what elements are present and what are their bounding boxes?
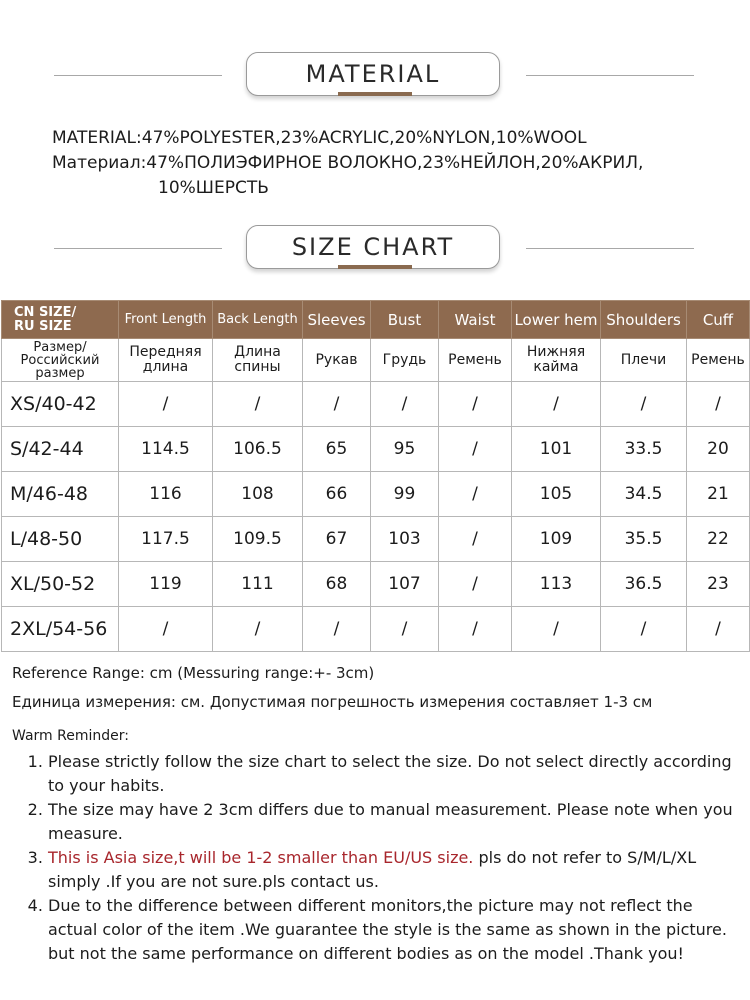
header-row-ru-cuff-cell: Ремень (687, 339, 750, 382)
table-row-size-cell: 2XL/54-56 (2, 607, 119, 652)
table-row-cuff-cell: 20 (687, 427, 750, 472)
table-row-lower-hem-cell: 105 (512, 472, 601, 517)
table-row-waist-cell: / (439, 607, 512, 652)
divider-right (526, 75, 694, 76)
table-row-front-length-cell: / (119, 382, 213, 427)
table-row-bust-cell: / (371, 607, 439, 652)
table-row-cuff-cell: / (687, 382, 750, 427)
table-row-sleeves-cell: / (303, 607, 371, 652)
header-row-en-waist-cell: Waist (439, 301, 512, 339)
material-value-en: 47%POLYESTER,23%ACRYLIC,20%NYLON,10%WOOL (141, 128, 587, 148)
header-row-en-lower-hem-cell: Lower hem (512, 301, 601, 339)
header-row-en-size-cell: CN SIZE/ RU SIZE (2, 301, 119, 339)
table-row-back-length-cell: 108 (213, 472, 303, 517)
title-underline (338, 265, 412, 269)
table-row (2, 517, 750, 562)
table-row-size-cell: XL/50-52 (2, 562, 119, 607)
material-info (52, 126, 643, 201)
header-row-ru (2, 339, 750, 382)
header-row-ru-bust-cell: Грудь (371, 339, 439, 382)
table-row-waist-cell: / (439, 382, 512, 427)
table-row-shoulders-cell: 35.5 (601, 517, 687, 562)
material-value-ru: 47%ПОЛИЭФИРНОЕ ВОЛОКНО,23%НЕЙЛОН,20%АКРИЛ, (146, 153, 644, 173)
reminder-item-3-rest: pls do not refer to S/M/L/XL simply .If you are not sure.pls contact us. (48, 848, 697, 891)
reminder-item-4: 4. Due to the difference between different monitors,the picture may not reflect the actual color of the item .We guarantee the style is the same as shown in the picture. but not the same performance on different bodies as on the model .Thank you! (48, 894, 742, 966)
table-row-sleeves-cell: / (303, 382, 371, 427)
table-row (2, 382, 750, 427)
table-row (2, 607, 750, 652)
table-row-size-cell: M/46-48 (2, 472, 119, 517)
reference-range-ru: Единица измерения: см. Допустимая погрешность измерения составляет 1-3 см (12, 693, 653, 711)
reminder-item-3-warning: This is Asia size,t will be 1-2 smaller than EU/US size. (48, 848, 474, 867)
table-row-front-length-cell: / (119, 607, 213, 652)
table-row-front-length-cell: 117.5 (119, 517, 213, 562)
table-row-back-length-cell: 106.5 (213, 427, 303, 472)
table-row-cuff-cell: 22 (687, 517, 750, 562)
size-chart-title-pill (246, 225, 500, 269)
header-row-ru-size-cell: Размер/ Российский размер (2, 339, 119, 382)
table-row-waist-cell: / (439, 427, 512, 472)
size-chart-table (1, 300, 750, 652)
header-row-en-shoulders-cell: Shoulders (601, 301, 687, 339)
table-row-size-cell: L/48-50 (2, 517, 119, 562)
table-row-shoulders-cell: 36.5 (601, 562, 687, 607)
table-row-sleeves-cell: 66 (303, 472, 371, 517)
table-row-bust-cell: 103 (371, 517, 439, 562)
table-row-shoulders-cell: / (601, 607, 687, 652)
material-value-ru-cont: 10%ШЕРСТЬ (158, 178, 269, 198)
header-row-ru-sleeves-cell: Рукав (303, 339, 371, 382)
table-row-front-length-cell: 119 (119, 562, 213, 607)
table-row-cuff-cell: 23 (687, 562, 750, 607)
material-line-en (52, 126, 643, 151)
table-row-sleeves-cell: 67 (303, 517, 371, 562)
table-row-bust-cell: / (371, 382, 439, 427)
material-label-en: MATERIAL: (52, 128, 142, 148)
divider-right (526, 248, 694, 249)
table-row-bust-cell: 95 (371, 427, 439, 472)
table-row-back-length-cell: 111 (213, 562, 303, 607)
table-row-cuff-cell: 21 (687, 472, 750, 517)
reminder-item-3 (48, 846, 742, 894)
notes-section (12, 660, 742, 966)
table-row-waist-cell: / (439, 472, 512, 517)
material-section-header (0, 52, 750, 100)
table-row-cuff-cell: / (687, 607, 750, 652)
table-row-lower-hem-cell: 101 (512, 427, 601, 472)
material-title-pill (246, 52, 500, 96)
divider-left (54, 248, 222, 249)
table-row-back-length-cell: 109.5 (213, 517, 303, 562)
table-row (2, 472, 750, 517)
material-line-ru-cont (52, 176, 643, 201)
header-row-ru-waist-cell: Ремень (439, 339, 512, 382)
table-row-shoulders-cell: / (601, 382, 687, 427)
table-row-shoulders-cell: 33.5 (601, 427, 687, 472)
reminder-item-2: 2. The size may have 2 3cm differs due to manual measurement. Please note when you measure. (48, 798, 742, 846)
warm-reminder-title: Warm Reminder: (12, 728, 129, 744)
table-row-waist-cell: / (439, 517, 512, 562)
table-row-front-length-cell: 114.5 (119, 427, 213, 472)
material-label-ru: Материал: (52, 153, 147, 173)
header-row-ru-shoulders-cell: Плечи (601, 339, 687, 382)
header-row-en-back-length-cell: Back Length (213, 301, 303, 339)
table-row-lower-hem-cell: / (512, 607, 601, 652)
table-row-shoulders-cell: 34.5 (601, 472, 687, 517)
table-row-bust-cell: 99 (371, 472, 439, 517)
header-row-ru-front-length-cell: Передняя длина (119, 339, 213, 382)
size-chart-title: SIZE CHART (291, 233, 455, 261)
header-row-en (2, 301, 750, 339)
table-row-sleeves-cell: 68 (303, 562, 371, 607)
header-row-en-bust-cell: Bust (371, 301, 439, 339)
reminder-item-1: 1. Please strictly follow the size chart to select the size. Do not select directly according to your habits. (48, 750, 742, 798)
table-row-bust-cell: 107 (371, 562, 439, 607)
table-row (2, 562, 750, 607)
header-row-en-sleeves-cell: Sleeves (303, 301, 371, 339)
table-row-back-length-cell: / (213, 607, 303, 652)
header-row-en-cuff-cell: Cuff (687, 301, 750, 339)
header-row-ru-lower-hem-cell: Нижняя кайма (512, 339, 601, 382)
table-row-back-length-cell: / (213, 382, 303, 427)
header-row-ru-back-length-cell: Длина спины (213, 339, 303, 382)
divider-left (54, 75, 222, 76)
material-line-ru (52, 151, 643, 176)
reference-range-en: Reference Range: cm (Messuring range:+- 3cm) (12, 664, 375, 682)
table-row-front-length-cell: 116 (119, 472, 213, 517)
table-row-size-cell: XS/40-42 (2, 382, 119, 427)
table-row-size-cell: S/42-44 (2, 427, 119, 472)
table-row-lower-hem-cell: / (512, 382, 601, 427)
table-row-waist-cell: / (439, 562, 512, 607)
table-row-lower-hem-cell: 113 (512, 562, 601, 607)
table-row-lower-hem-cell: 109 (512, 517, 601, 562)
size-chart-section-header (0, 225, 750, 273)
title-underline (338, 92, 412, 96)
header-row-en-front-length-cell: Front Length (119, 301, 213, 339)
table-row (2, 427, 750, 472)
material-title: MATERIAL (305, 60, 441, 88)
reminder-list (12, 750, 742, 966)
table-row-sleeves-cell: 65 (303, 427, 371, 472)
